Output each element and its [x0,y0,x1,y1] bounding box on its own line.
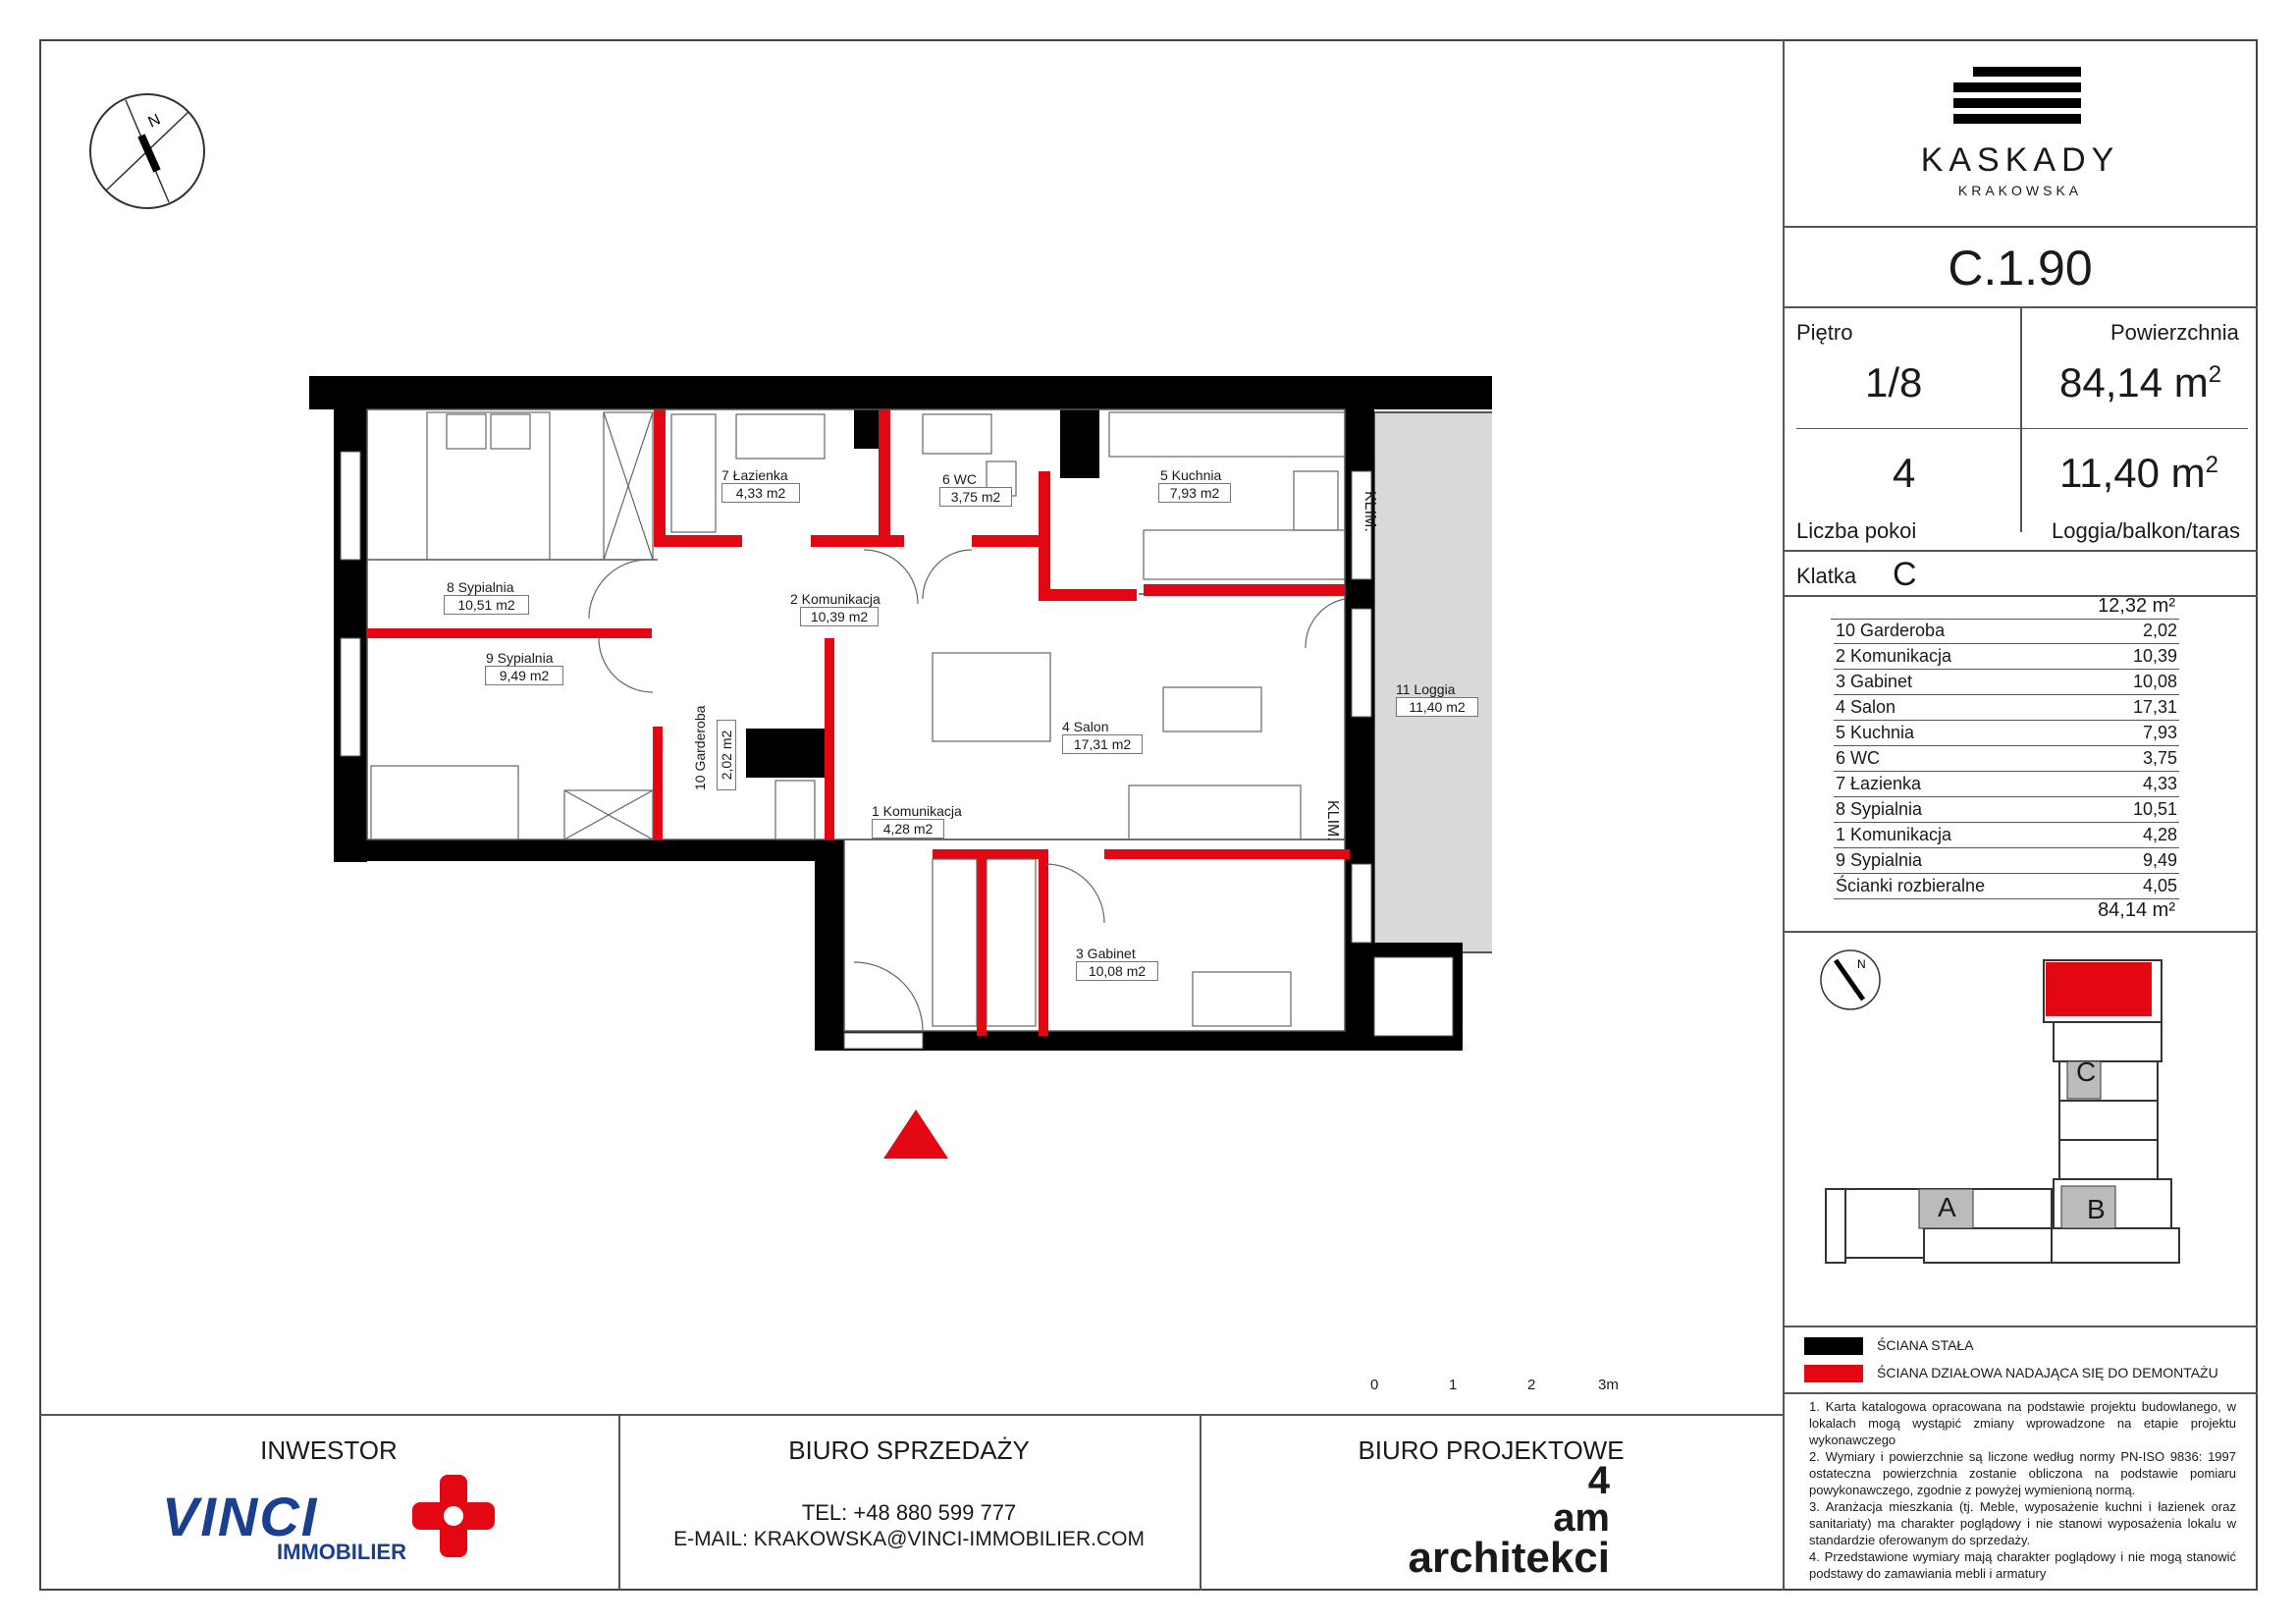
fixed-walls [309,376,1492,1051]
floor-value: 1/8 [1865,359,1923,406]
area-row-value: 10,08 [2097,670,2179,695]
area-row [1834,619,2179,644]
site-label-c: C [2076,1056,2097,1087]
area-row-name: 1 Komunikacja [1834,823,2097,848]
compass-icon [86,90,208,212]
legend-swatch-demolish [1804,1365,1863,1382]
room-area: 4,33 m2 [721,483,800,503]
notes [1809,1398,2236,1582]
sales-email[interactable]: E-MAIL: KRAKOWSKA@VINCI-IMMOBILIER.COM [673,1528,1145,1550]
area-row [1834,721,2179,746]
room-area: 10,51 m2 [444,595,529,615]
room-area: 4,28 m2 [872,819,944,839]
legend-swatch-fixed [1804,1337,1863,1355]
room-area: 10,39 m2 [800,607,879,626]
area-row [1834,670,2179,695]
klim-label: KLIM. [1362,491,1378,532]
compass-north-label: N [145,111,164,132]
room-label: 6 WC [942,471,977,487]
note: 1. Karta katalogowa opracowana na podstawie projektu budowlanego, w lokalach mogą wystąpić zmiany wprowadzone na etapie projektu wykonawczego [1809,1399,2236,1447]
areas-header-total: 12,32 m² [2098,595,2175,617]
area-row-name: 5 Kuchnia [1834,721,2097,746]
area-row [1834,746,2179,772]
rooms-value: 4 [1893,450,1916,496]
divider [1783,931,2258,933]
note: 3. Aranżacja mieszkania (tj. Meble, wyposażenie kuchni i łazienek oraz sanitariaty) ma charakter poglądowy i nie stanowi wyposażenia lokalu w standardzie oferowanym do sprzedaży. [1809,1499,2236,1547]
room-label: 2 Komunikacja [790,591,881,607]
area-row-value: 4,05 [2097,874,2179,899]
room-area: 11,40 m2 [1396,697,1478,717]
area-row-value: 4,28 [2097,823,2179,848]
room-label: 8 Sypialnia [447,579,514,595]
vinci-logo: VINCI [162,1486,319,1547]
area-row-value: 3,75 [2097,746,2179,772]
room-area: 10,08 m2 [1076,961,1158,981]
room-area: 9,49 m2 [485,666,563,685]
room-area: 3,75 m2 [939,487,1012,507]
loggia-value: 11,40 $m^2$ [2059,450,2218,496]
vinci-plus-icon [410,1473,497,1559]
vinci-logo-sub: IMMOBILIER [277,1540,406,1564]
room-label: 1 Komunikacja [872,803,962,819]
area-row [1834,823,2179,848]
design-title: BIURO PROJEKTOWE [1358,1435,1625,1465]
loggia-label: Loggia/balkon/taras [2052,518,2241,543]
design-logo-3: architekci [1408,1534,1610,1582]
room-label: 5 Kuchnia [1160,467,1222,483]
room-area: 2,02 m2 [717,720,736,790]
room-label: 3 Gabinet [1076,946,1136,961]
room-label: 10 Garderoba [692,705,708,790]
site-label-b: B [2087,1194,2106,1224]
note: 2. Wymiary i powierzchnie są liczone według normy PN-ISO 9836: 1997 ostateczna powierzchnia zostanie obliczona na podstawie pomiaru powykonawczego, zgodnie z powyżej wymienioną normą. [1809,1449,2236,1497]
room-area: 17,31 m2 [1062,734,1143,754]
area-row-name: Ścianki rozbieralne [1834,874,2097,899]
site-label-a: A [1938,1192,1956,1222]
area-row-name: 10 Garderoba [1834,619,2097,644]
unit-location [2046,962,2152,1016]
area-row-value: 17,31 [2097,695,2179,721]
area-row [1834,848,2179,874]
divider [1783,1326,2258,1327]
floor-plan [294,363,1492,1178]
scale-tick: 3m [1598,1377,1619,1393]
divider [1783,226,2258,228]
investor-title: INWESTOR [260,1435,398,1465]
room-label: 7 Łazienka [721,467,788,483]
stair-value: C [1893,556,1917,593]
brand-name: KASKADY [1920,141,2120,179]
area-row-name: 7 Łazienka [1834,772,2097,797]
rooms-label: Liczba pokoi [1796,518,1917,543]
site-plan [1806,943,2258,1316]
kaskady-logo-icon [1953,67,2091,128]
area-row-value: 4,33 [2097,772,2179,797]
area-row-name: 2 Komunikacja [1834,644,2097,670]
room-label: 9 Sypialnia [486,650,554,666]
note: 4. Przedstawione wymiary mają charakter poglądowy i nie mogą stanowić podstawy do zamawiania mebli i armatury [1809,1549,2236,1581]
area-row-value: 7,93 [2097,721,2179,746]
entrance-marker [883,1110,948,1159]
demolishable-walls [367,409,1350,1036]
divider [1783,550,2258,552]
area-row [1834,644,2179,670]
area-row [1834,772,2179,797]
divider [1796,428,2248,429]
design-logo-2: am [1553,1496,1610,1540]
stair-label: Klatka [1796,564,1857,588]
sales-tel[interactable]: TEL: +48 880 599 777 [801,1500,1017,1525]
area-row-value: 10,51 [2097,797,2179,823]
sales-title: BIURO SPRZEDAŻY [788,1435,1030,1465]
area-row-name: 8 Sypialnia [1834,797,2097,823]
area-row-name: 4 Salon [1834,695,2097,721]
unit-code: C.1.90 [1948,241,2093,296]
room-label: 11 Loggia [1396,681,1456,697]
area-label: Powierzchnia [2110,320,2239,345]
legend-fixed-label: ŚCIANA STAŁA [1877,1337,1974,1353]
scale-tick: 1 [1449,1377,1458,1393]
area-row-name: 6 WC [1834,746,2097,772]
divider [2020,306,2022,532]
compass-north-label: N [1857,957,1866,971]
klim-label: KLIM. [1324,800,1341,841]
area-row-name: 9 Sypialnia [1834,848,2097,874]
area-row-value: 10,39 [2097,644,2179,670]
area-row [1834,695,2179,721]
footer-divider [39,1414,1785,1416]
areas-footer-total: 84,14 m² [2098,899,2175,921]
areas-table [1834,619,2179,899]
scale-tick: 2 [1527,1377,1536,1393]
area-row-name: 3 Gabinet [1834,670,2097,695]
divider [1783,1392,2258,1394]
area-row [1834,797,2179,823]
area-value: 84,14 $m^2$ [2059,359,2222,406]
brand-sub: KRAKOWSKA [1957,183,2083,198]
room-label: 4 Salon [1062,719,1109,734]
legend-demolish-label: ŚCIANA DZIAŁOWA NADAJĄCA SIĘ DO DEMONTAŻU [1877,1365,2218,1380]
scale-tick: 0 [1370,1377,1379,1393]
floor-label: Piętro [1796,320,1853,345]
area-row-value: 2,02 [2097,619,2179,644]
area-row-value: 9,49 [2097,848,2179,874]
room-area: 7,93 m2 [1158,483,1231,503]
area-row [1834,874,2179,899]
design-logo-1: 4 [1587,1459,1610,1502]
